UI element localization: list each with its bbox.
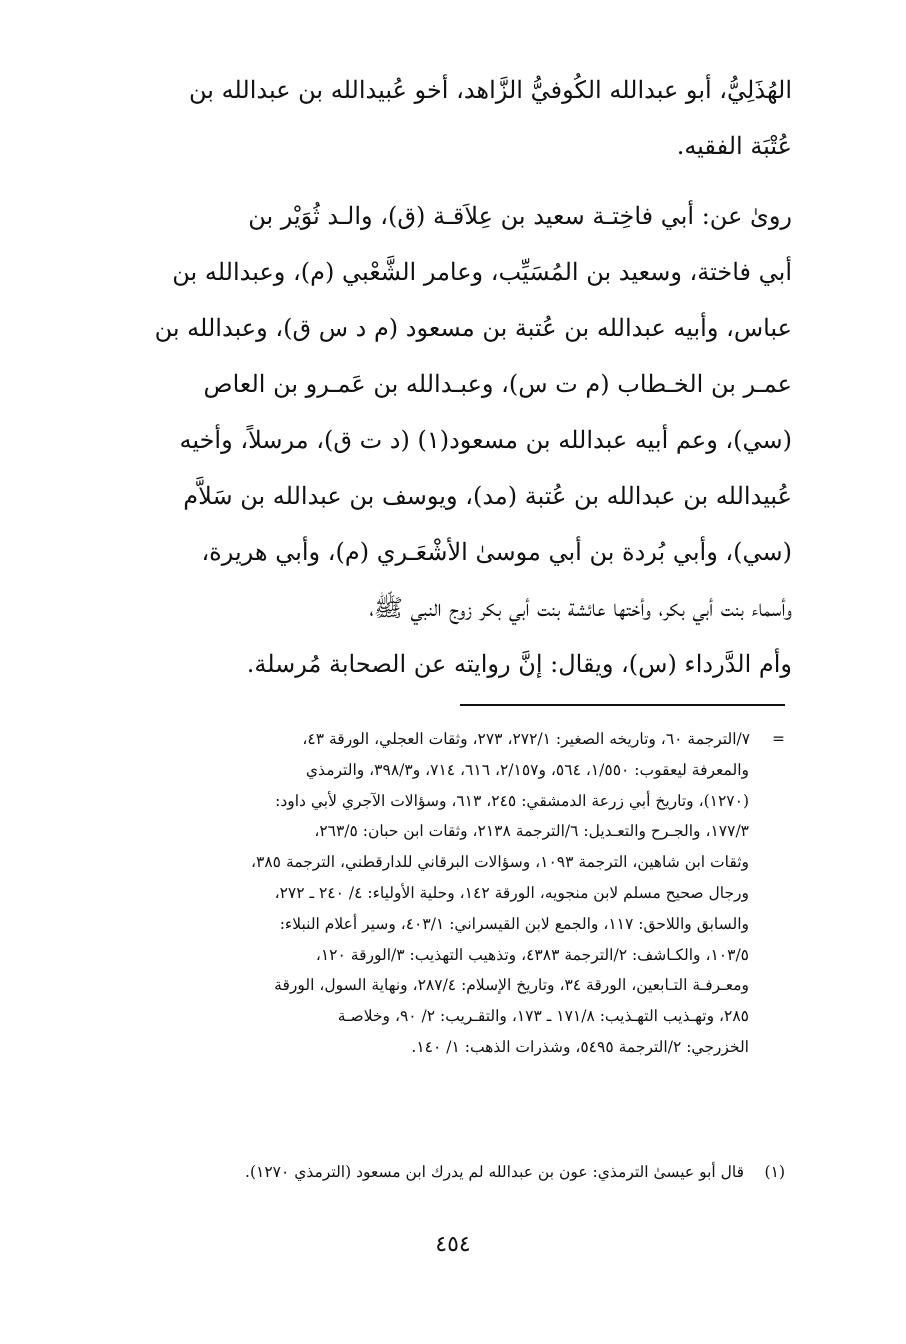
note-line: ومعـرفـة التـابعين، الورقة ٣٤، وتاريخ الإسلام: ٢٨٧/٤، ونهاية السول، الورقة <box>274 976 749 995</box>
text-line: عمـر بن الخـطاب (م ت س)، وعبـدالله بن عَمـرو بن العاص <box>203 370 792 398</box>
text-line: أبي فاختة، وسعيد بن المُسَيِّب، وعامر الشَّعْبي (م)، وعبدالله بن <box>172 258 792 286</box>
note-line: ٢٨٥، وتهـذيب التهـذيب: ١٧١/٨ ـ ١٧٣، والتقـريب: ٢/ ٩٠، وخلاصـة <box>337 1007 749 1026</box>
text-line: وأم الدَّرداء (س)، ويقال: إنَّ روايته عن الصحابة مُرسلة. <box>246 650 792 678</box>
page-number: ٤٥٤ <box>435 1232 471 1257</box>
note-line: والمعرفة ليعقوب: ١/٥٥٠، ٥٦٤، و٢/١٥٧، ٦١٦، ٧١٤، و٣٩٨/٣، والترمذي <box>305 760 749 779</box>
footnote-text: قال أبو عيسىٰ الترمذي: عون بن عبدالله لم يدرك ابن مسعود (الترمذي ١٢٧٠). <box>245 1163 745 1181</box>
note-line: (١٢٧٠)، وتاريخ أبي زرعة الدمشقي: ٢٤٥، ٦١٣، وسؤالات الآجري لأبي داود: <box>275 791 749 810</box>
note-line: ورجال صحيح مسلم لابن منجويه، الورقة ١٤٢، وحلية الأولياء: ٤/ ٢٤٠ ـ ٢٧٢، <box>274 883 749 902</box>
note-line: الخزرجي: ٢/الترجمة ٥٤٩٥، وشذرات الذهب: ١/ ١٤٠. <box>411 1037 749 1056</box>
note-line: وثقات ابن شاهين، الترجمة ١٠٩٣، وسؤالات البرقاني للدارقطني، الترجمة ٣٨٥، <box>251 853 749 872</box>
text-line: الهُذَلِيُّ، أبو عبدالله الكُوفيُّ الزَّاهد، أخو عُبيدالله بن عبدالله بن <box>188 76 792 104</box>
text-line: (سي)، وأبي بُردة بن أبي موسىٰ الأشْعَـري (م)، وأبي هريرة، <box>201 538 792 566</box>
footnote-1 <box>95 1156 785 1188</box>
text-line: عُتْبَة الفقيه. <box>676 132 792 160</box>
note-line <box>95 724 785 755</box>
note-line: ١٠٣/٥، والكـاشف: ٢/الترجمة ٤٣٨٣، وتذهيب التهذيب: ٣/الورقة ١٢٠، <box>315 945 749 964</box>
footnote-number: (١) <box>764 1163 785 1181</box>
paragraph-gap <box>88 174 792 188</box>
continuation-marker: = <box>772 730 785 748</box>
text-line: (سي)، وعم أبيه عبدالله بن مسعود(١) (د ت ق)، مرسلاً، وأخيه <box>179 426 792 454</box>
main-text <box>88 62 792 692</box>
footnote-separator <box>460 704 785 706</box>
text-line: وأسماء بنت أبي بكر، وأختها عائشة بنت أبي بكر زوج النبي ﷺ، <box>369 594 792 622</box>
text-line: روىٰ عن: أبي فاخِتـة سعيد بن عِلاَقـة (ق)، والـد ثُوَيْر بن <box>248 202 792 230</box>
paragraph-1 <box>88 62 792 174</box>
references-notes <box>95 724 785 1063</box>
note-line-text: ٧/الترجمة ٦٠، وتاريخه الصغير: ٢٧٢/١، ٢٧٣، وثقات العجلي، الورقة ٤٣، <box>302 730 751 748</box>
note-line: والسابق واللاحق: ١١٧، والجمع لابن القيسراني: ٤٠٣/١، وسير أعلام النبلاء: <box>279 914 749 933</box>
note-line: ١٧٧/٣، والجـرح والتعـديل: ٦/الترجمة ٢١٣٨، وثقات ابن حبان: ٢٦٣/٥، <box>314 822 749 841</box>
paragraph-2 <box>88 188 792 692</box>
text-line: عباس، وأبيه عبدالله بن عُتبة بن مسعود (م د س ق)، وعبدالله بن <box>154 314 792 342</box>
text-line: عُبيدالله بن عبدالله بن عُتبة (مد)، ويوسف بن عبدالله بن سَلاَّم <box>183 482 792 510</box>
